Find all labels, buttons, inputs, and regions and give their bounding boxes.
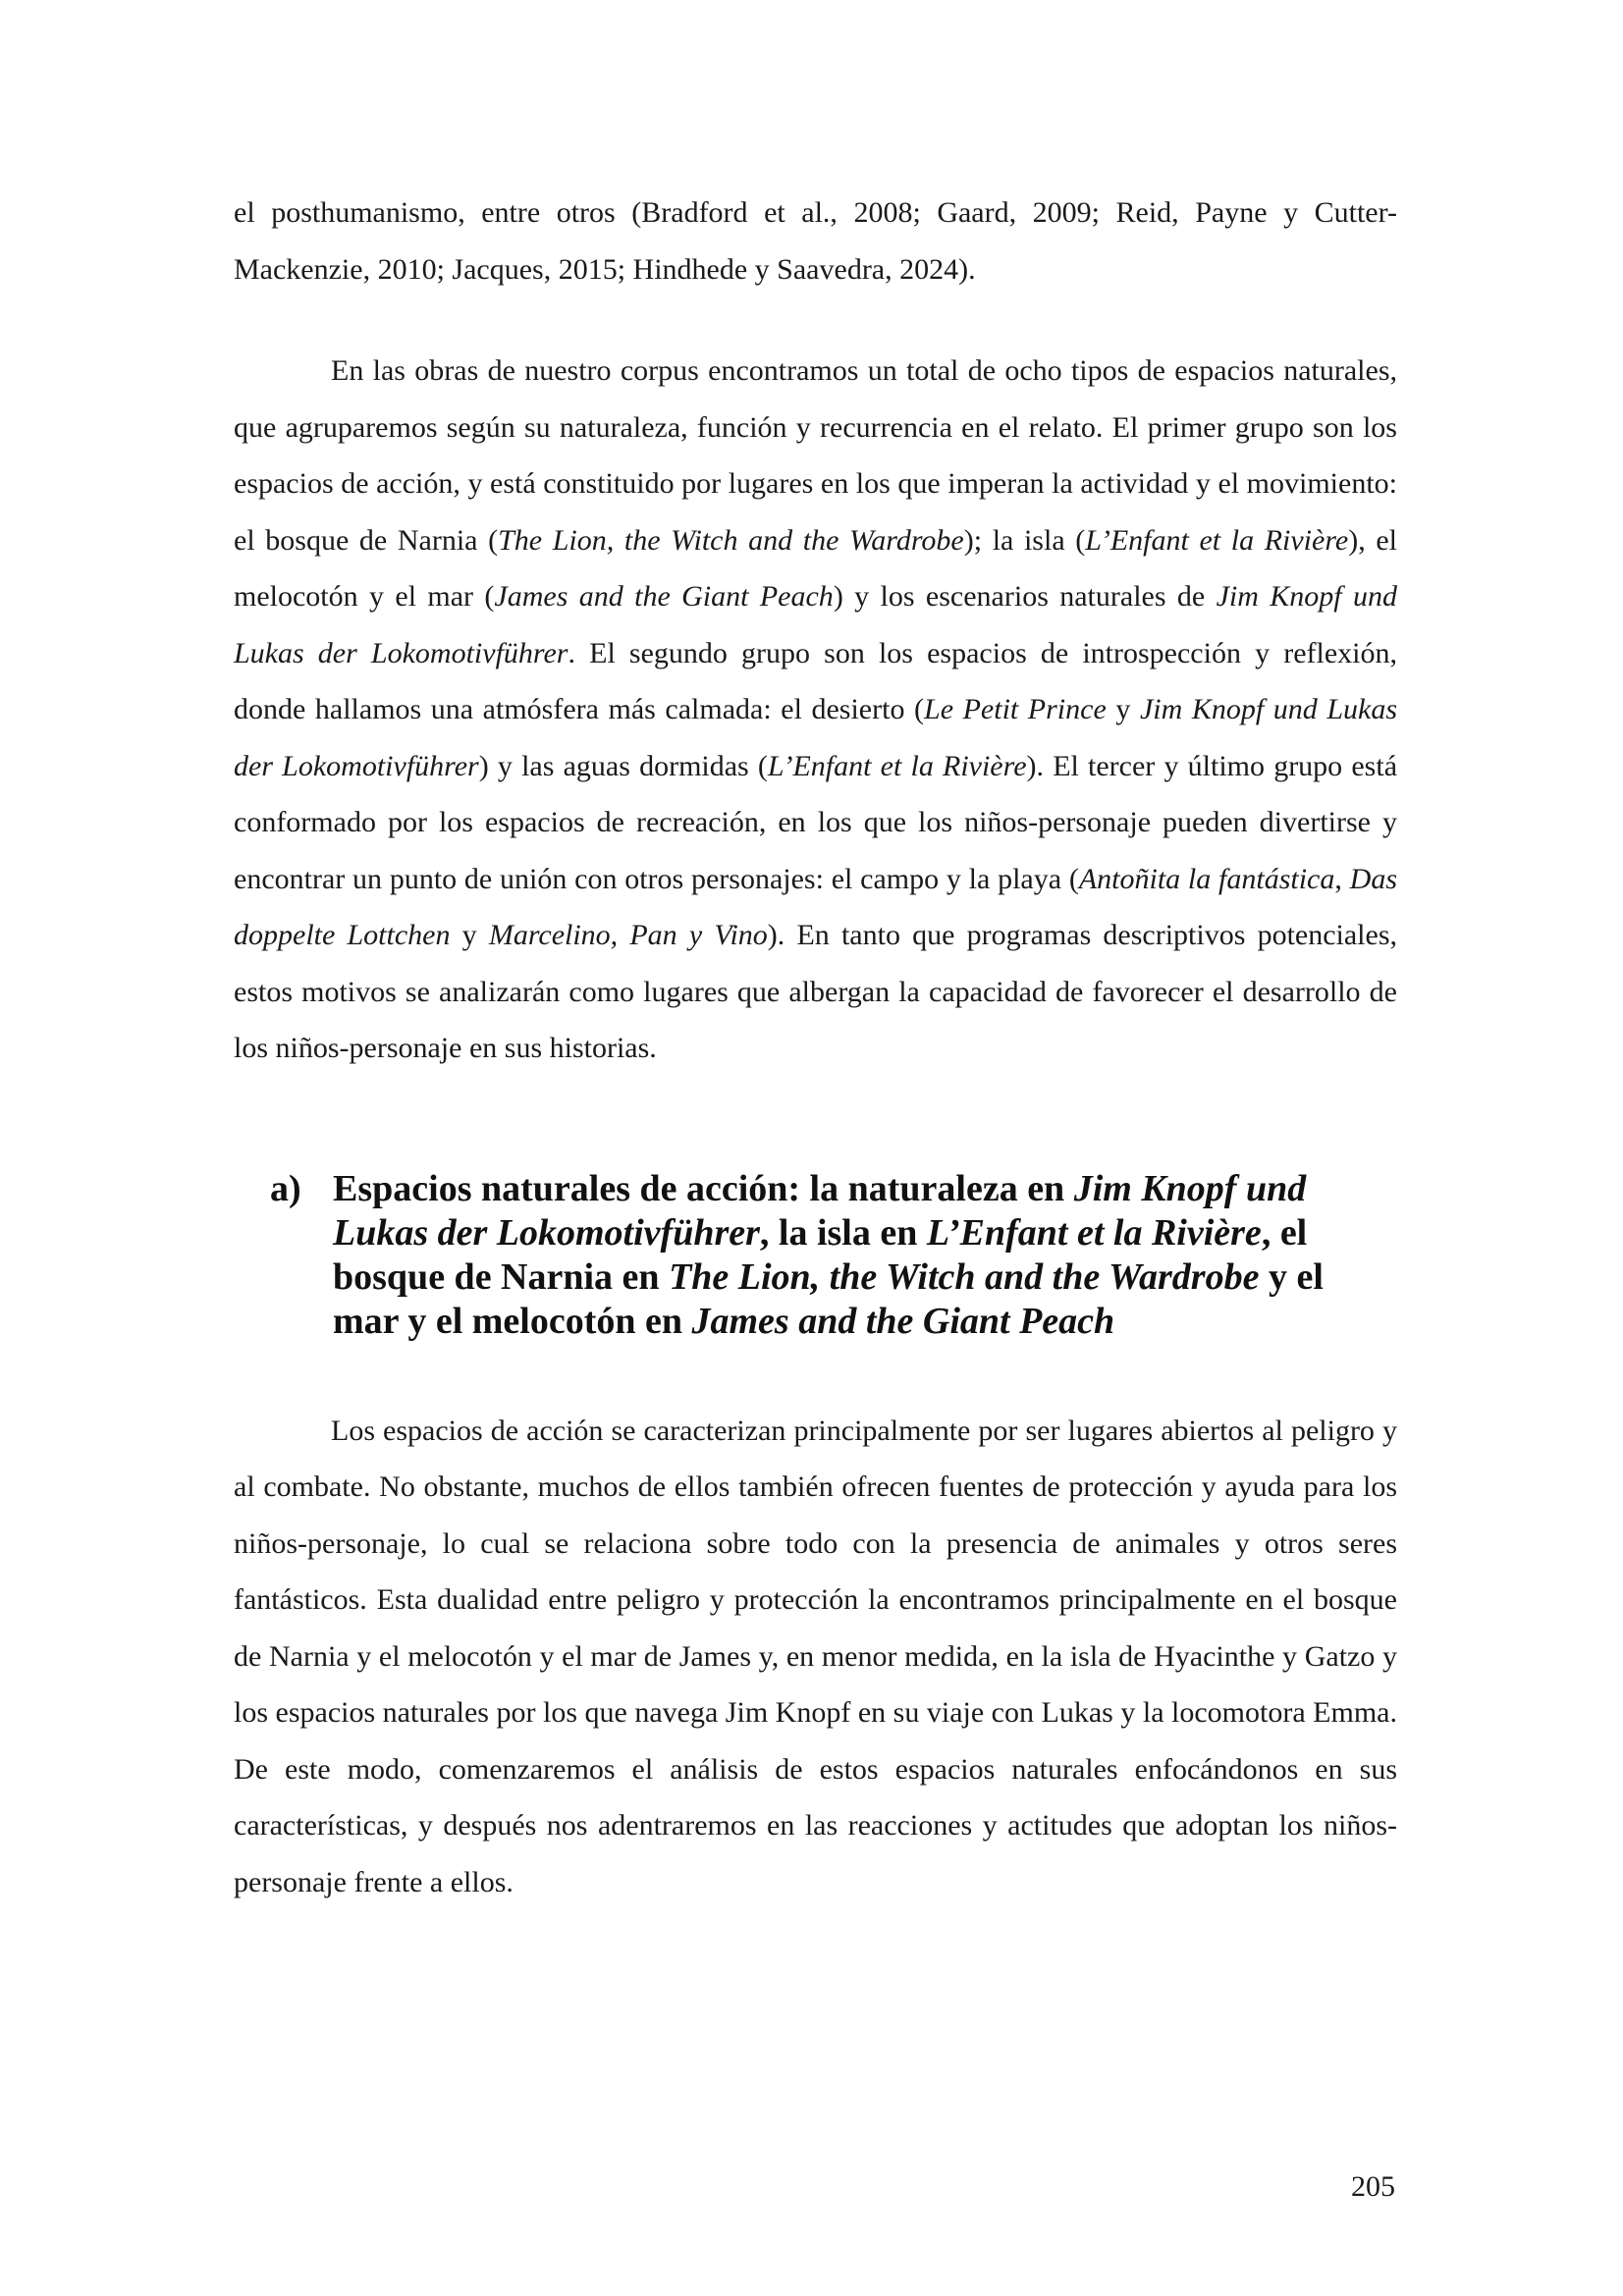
section-heading [234,1167,1397,1344]
page-body [234,185,1397,1910]
book-title: The Lion, the Witch and the Wardrobe [669,1255,1260,1298]
book-title: L’Enfant et la Rivière [767,749,1027,782]
book-title: Jim Knopf und Lukas der Lokomotivführer [234,580,1397,669]
book-title: Marcelino, Pan y Vino [488,919,768,951]
book-title: Jim Knopf und Lukas der Lokomotivführer [234,693,1397,782]
paragraph-action-spaces: Los espacios de acción se caracterizan principalmente por ser lugares abiertos al peligro y al combate. No obstante, muchos de ellos también ofrecen fuentes de protección y ayuda para los niños-personaje, lo cual se relaciona sobre todo con la presencia de animales y otros seres fantásticos. Esta dualidad entre peligro y protección la encontramos principalmente en el bosque de Narnia y el melocotón y el mar de James y, en menor medida, en la isla de Hyacinthe y Gatzo y los espacios naturales por los que navega Jim Knopf en su viaje con Lukas y la locomotora Emma. De este modo, comenzaremos el análisis de estos espacios naturales enfocándonos en sus características, y después nos adentraremos en las reacciones y actitudes que adoptan los niños-personaje frente a ellos. [234,1414,1397,1898]
paragraph-corpus-spaces: En las obras de nuestro corpus encontramos un total de ocho tipos de espacios naturales, que agruparemos según su naturaleza, función y recurrencia en el relato. El primer grupo son los espacios de acción, y está constituido por lugares en los que imperan la actividad y el movimiento: el bosque de Narnia (The Lion, the Witch and the Wardrobe); la isla (L’Enfant et la Rivière), el melocotón y el mar (James and the Giant Peach) y los escenarios naturales de Jim Knopf und Lukas der Lokomotivführer. El segundo grupo son los espacios de introspección y reflexión, donde hallamos una atmósfera más calmada: el desierto (Le Petit Prince y Jim Knopf und Lukas der Lokomotivführer) y las aguas dormidas (L’Enfant et la Rivière). El tercer y último grupo está conformado por los espacios de recreación, en los que los niños-personaje pueden divertirse y encontrar un punto de unión con otros personajes: el campo y la playa (Antoñita la fantástica, Das doppelte Lottchen y Marcelino, Pan y Vino). En tanto que programas descriptivos potenciales, estos motivos se analizarán como lugares que albergan la capacidad de favorecer el desarrollo de los niños-personaje en sus historias. [234,354,1398,1064]
book-title: Das doppelte Lottchen [234,862,1397,951]
paragraph-continuation: el posthumanismo, entre otros (Bradford et al., 2008; Gaard, 2009; Reid, Payne y Cutter-Mackenzie, 2010; Jacques, 2015; Hindhede y Saavedra, 2024). [234,196,1397,286]
section-marker: a) [270,1167,301,1209]
page-number: 205 [1351,2170,1395,2203]
book-title: James and the Giant Peach [494,580,834,613]
book-title: L’Enfant et la Rivière [926,1211,1262,1254]
book-title: Jim Knopf und Lukas der Lokomotivführer [333,1167,1307,1254]
book-title: Antoñita la fantástica [1078,862,1335,895]
book-title: Le Petit Prince [924,693,1107,725]
book-title: L’Enfant et la Rivière [1085,523,1349,557]
book-title: The Lion, the Witch and the Wardrobe [498,523,964,557]
book-title: James and the Giant Peach [691,1300,1115,1342]
section-heading-text: Espacios naturales de acción: la naturaleza en Jim Knopf und Lukas der Lokomotivführer, la isla en L’Enfant et la Rivière, el bosque de Narnia en The Lion, the Witch and the Wardrobe y el mar y el melocotón en James and the Giant Peach [333,1167,1324,1342]
